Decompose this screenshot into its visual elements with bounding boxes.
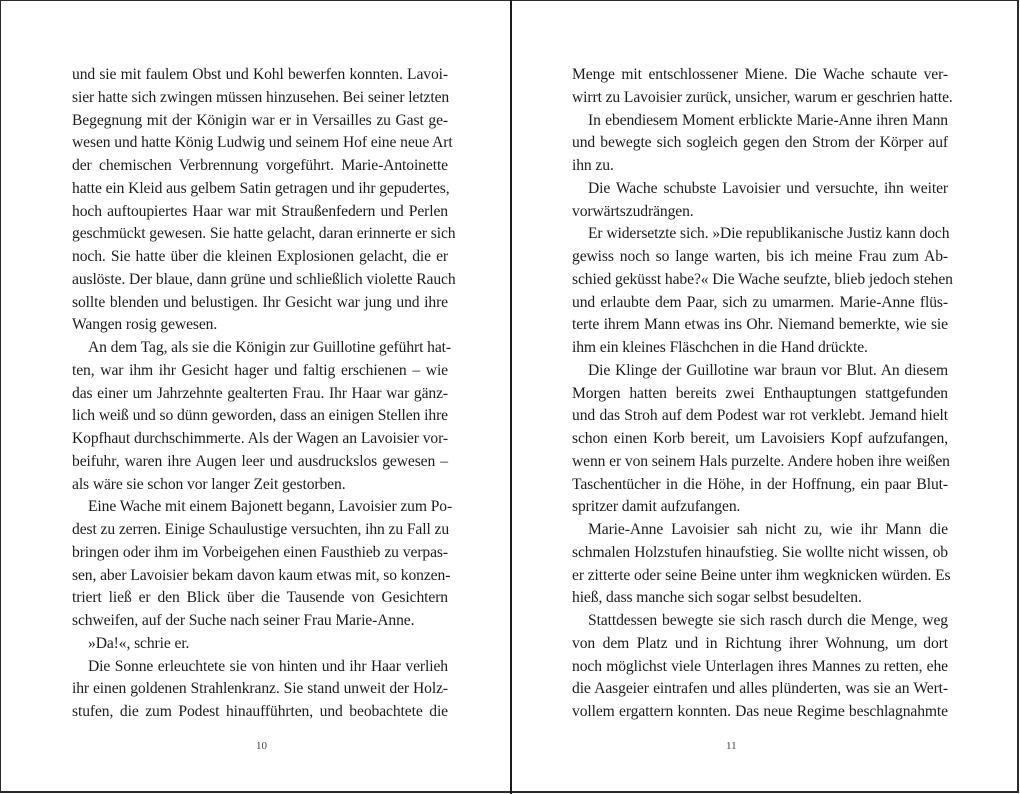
text-line: Begegnung mit der Königin war er in Versailles zu Gast ge- [72,111,448,129]
text-line: hieß, dass manche sich sogar selbst besudelten. [572,589,862,607]
text-line: Eine Wache mit einem Bajonett begann, Lavoisier zum Po- [88,498,453,516]
text-line: sen, aber Lavoisier bekam davon kaum etwas mit, so konzen- [72,566,451,584]
text-line: dest zu zerren. Einige Schaulustige versuchten, ihn zu Fall zu [72,521,450,538]
text-line: vorwärtszudrängen. [572,202,694,220]
text-line: Er widersetzte sich. »Die republikanische Justiz kann doch [588,225,950,243]
text-line: Stattdessen bewegte sie sich rasch durch die Menge, weg [588,612,948,629]
text-line: bringen oder ihm im Vorbeigehen einen Fausthieb zu verpas- [72,543,448,561]
text-line: und sie mit faulem Obst und Kohl bewerfen konnten. Lavoi- [72,66,448,83]
text-line: Taschentücher in die Höhe, in der Hoffnung, ein paar Blut- [572,475,948,493]
text-line: Die Klinge der Guillotine war braun vor Blut. An diesem [588,361,948,379]
text-line: und erlaubte dem Paar, sich zu umarmen. Marie-Anne flüs- [572,293,948,311]
text-line: beifuhr, waren ihre Augen leer und ausdruckslos gewesen – [72,452,448,470]
text-line: gewiss noch so lange warten, bis ich meine Frau zum Ab- [572,248,948,265]
text-line: »Da!«, schrie er. [88,634,190,652]
text-line: von dem Platz und in Richtung ihrer Wohnung, um dort [572,634,948,652]
text-line: noch möglichst viele Unterlagen ihres Mannes zu retten, ehe [572,657,948,675]
text-line: und das Stroh auf dem Podest war rot verklebt. Jemand hielt [572,407,948,425]
text-line: ihm ein kleines Fläschchen in die Hand drückte. [572,339,868,356]
text-line: In ebendiesem Moment erblickte Marie-Anne ihren Mann [588,111,948,129]
text-line: und bewegte sich sogleich gegen den Strom der Körper auf [572,134,948,152]
text-line: auslöste. Der blaue, dann grüne und schließlich violette Rauch [72,270,456,288]
text-line: der chemischen Verbrennung vorgeführt. Marie-Antoinette [72,157,448,174]
text-line: schweifen, auf der Suche nach seiner Frau Marie-Anne. [72,612,415,629]
text-line: wenn er von seinem Hals purzelte. Andere hoben ihre weißen [572,452,950,470]
text-line: hatte ein Kleid aus gelbem Satin getragen und ihr gepudertes, [72,179,450,197]
text-line: geschmückt gewesen. Sie hatte gelacht, daran erinnerte er sich [72,225,456,243]
text-line: ihn zu. [572,157,614,174]
text-line: Kopfhaut durchschimmerte. Als der Wagen an Lavoisier vor- [72,430,448,447]
text-line: stufen, die zum Podest hinaufführten, und beobachtete die [72,703,448,720]
text-line: Die Wache schubste Lavoisier und versuchte, ihn weiter [588,179,948,197]
text-line: Marie-Anne Lavoisier sah nicht zu, wie ihr Mann die [588,521,948,538]
text-line: lich weiß und so dünn geworden, dass an einigen Stellen ihre [72,407,448,425]
text-line: schmalen Holzstufen hinaufstieg. Sie wollte nicht wissen, ob [572,543,948,561]
right-page-text [572,64,953,724]
text-line: hoch auftoupiertes Haar war mit Straußenfedern und Perlen [72,202,448,220]
text-line: Morgen hatten bereits zwei Enthauptungen stattgefunden [572,384,948,402]
text-line: noch. Sie hatte über die kleinen Explosionen gelacht, die er [72,248,448,265]
text-line: triert ließ er den Blick über die Tausende von Gesichtern [72,589,448,607]
text-line: ihr einen goldenen Strahlenkranz. Sie stand unweit der Holz- [72,680,448,698]
text-line: wirrt zu Lavoisier zurück, unsicher, warum er geschrien hatte. [572,88,953,106]
text-line: sier hatte sich zwingen müssen hinzusehen. Bei seiner letzten [72,88,450,106]
text-line: er zitterte oder seine Beine unter ihm wegknicken würden. Es [572,566,951,584]
text-line: ten, war ihm ihr Gesicht hager und faltig erschienen – wie [72,361,448,379]
text-line: wesen und hatte König Ludwig und seinem Hof eine neue Art [72,134,453,152]
text-line: spritzer damit aufzufangen. [572,498,741,516]
left-page-number: 10 [256,740,267,752]
text-line: Die Sonne erleuchtete sie von hinten und ihr Haar verlieh [88,657,448,675]
left-page-text [72,64,456,724]
text-line: terte ihrem Mann etwas ins Ohr. Niemand bemerkte, wie sie [572,316,948,334]
text-line: Menge mit entschlossener Miene. Die Wache schaute ver- [572,66,948,83]
text-line: Wangen rosig gewesen. [72,316,218,334]
text-line: schon einen Korb bereit, um Lavoisiers Kopf aufzufangen, [572,430,948,447]
text-line: die Aasgeier eintrafen und alles plünderten, was sie an Wert- [572,680,948,698]
text-line: vollem ergattern konnten. Das neue Regime beschlagnahmte [572,703,948,720]
right-page-number: 11 [726,740,737,752]
text-line: sollte blenden und belustigen. Ihr Gesicht war jung und ihre [72,293,448,311]
text-line: An dem Tag, als sie die Königin zur Guillotine geführt hat- [88,339,451,356]
text-line: das einer um Jahrzehnte gealterten Frau. Ihr Haar war gänz- [72,384,448,402]
book-spine-divider [510,0,512,794]
text-line: als wäre sie schon vor langer Zeit gestorben. [72,475,346,493]
text-line: schied geküsst habe?« Die Wache seufzte, blieb jedoch stehen [572,270,953,288]
